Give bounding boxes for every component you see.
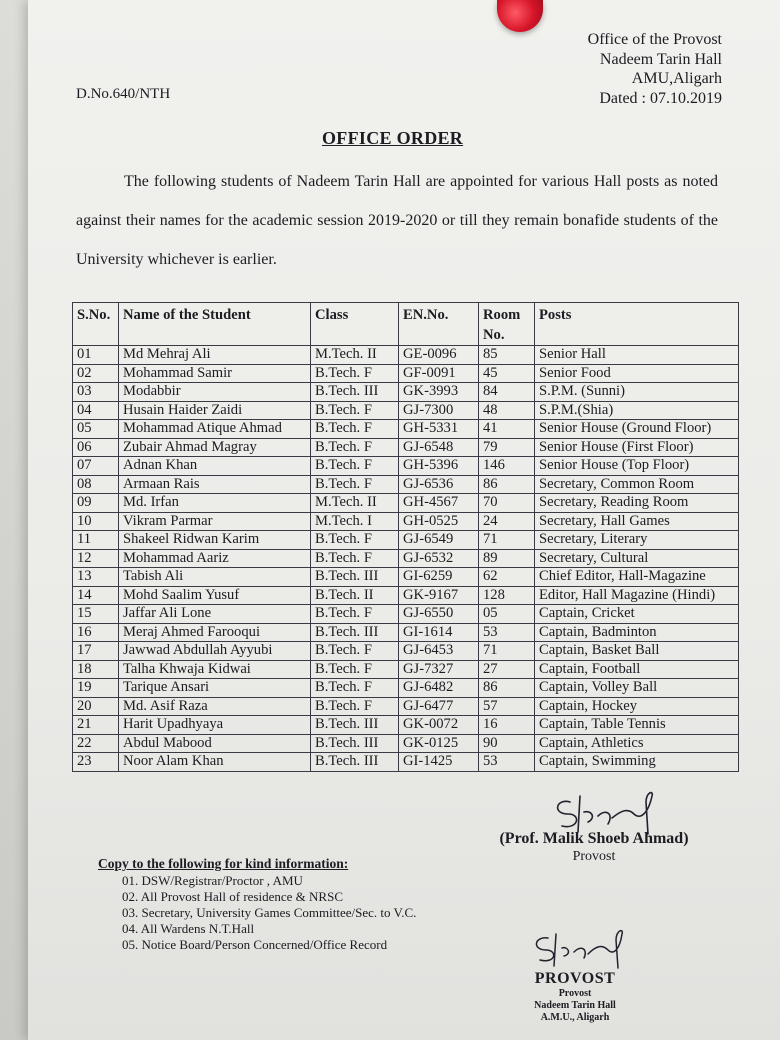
- cell-post: Captain, Basket Ball: [535, 642, 739, 661]
- cell-enrolment: GJ-6532: [399, 549, 479, 568]
- cell-name: Vikram Parmar: [119, 512, 311, 531]
- cell-enrolment: GE-0096: [399, 346, 479, 365]
- cell-sno: 19: [73, 679, 119, 698]
- document-number: D.No.640/NTH: [76, 86, 171, 102]
- cell-name: Zubair Ahmad Magray: [119, 438, 311, 457]
- cell-name: Md Mehraj Ali: [119, 346, 311, 365]
- cell-sno: 02: [73, 364, 119, 383]
- table-row: [73, 438, 739, 457]
- table-row: [73, 346, 739, 365]
- cell-sno: 10: [73, 512, 119, 531]
- cell-room: 53: [479, 623, 535, 642]
- cell-enrolment: GF-0091: [399, 364, 479, 383]
- cell-post: Captain, Athletics: [535, 734, 739, 753]
- cell-class: B.Tech. F: [311, 475, 399, 494]
- table-row: [73, 420, 739, 439]
- cell-enrolment: GH-4567: [399, 494, 479, 513]
- cell-name: Noor Alam Khan: [119, 753, 311, 772]
- table-row: [73, 494, 739, 513]
- cell-enrolment: GH-5396: [399, 457, 479, 476]
- cell-class: B.Tech. III: [311, 568, 399, 587]
- cell-post: Senior House (First Floor): [535, 438, 739, 457]
- cell-enrolment: GK-3993: [399, 383, 479, 402]
- cell-enrolment: GK-0072: [399, 716, 479, 735]
- cell-class: B.Tech. F: [311, 679, 399, 698]
- cell-sno: 18: [73, 660, 119, 679]
- cell-post: Captain, Table Tennis: [535, 716, 739, 735]
- table-row: [73, 475, 739, 494]
- cell-room: 57: [479, 697, 535, 716]
- cell-class: B.Tech. III: [311, 734, 399, 753]
- cell-name: Abdul Mabood: [119, 734, 311, 753]
- cell-sno: 15: [73, 605, 119, 624]
- cell-class: B.Tech. III: [311, 716, 399, 735]
- cell-sno: 08: [73, 475, 119, 494]
- table-row: [73, 549, 739, 568]
- cell-name: Shakeel Ridwan Karim: [119, 531, 311, 550]
- cell-room: 48: [479, 401, 535, 420]
- cell-class: M.Tech. I: [311, 512, 399, 531]
- cell-class: B.Tech. III: [311, 383, 399, 402]
- cell-name: Modabbir: [119, 383, 311, 402]
- cell-name: Talha Khwaja Kidwai: [119, 660, 311, 679]
- cell-post: Chief Editor, Hall-Magazine: [535, 568, 739, 587]
- cell-name: Husain Haider Zaidi: [119, 401, 311, 420]
- table-row: [73, 697, 739, 716]
- cell-room: 86: [479, 475, 535, 494]
- header-posts: Posts: [535, 303, 739, 346]
- cell-room: 62: [479, 568, 535, 587]
- table-row: [73, 531, 739, 550]
- cell-enrolment: GJ-6550: [399, 605, 479, 624]
- cell-sno: 17: [73, 642, 119, 661]
- cell-post: Secretary, Reading Room: [535, 494, 739, 513]
- cell-sno: 13: [73, 568, 119, 587]
- cell-enrolment: GJ-6548: [399, 438, 479, 457]
- cell-sno: 22: [73, 734, 119, 753]
- copy-to-heading: Copy to the following for kind information:: [98, 856, 349, 871]
- cell-post: Secretary, Common Room: [535, 475, 739, 494]
- cell-room: 45: [479, 364, 535, 383]
- header-enrolment: EN.No.: [399, 303, 479, 346]
- cell-sno: 06: [73, 438, 119, 457]
- stamp-signature: [528, 928, 628, 972]
- header-room: Room No.: [479, 303, 535, 346]
- cell-enrolment: GJ-7327: [399, 660, 479, 679]
- cell-post: Editor, Hall Magazine (Hindi): [535, 586, 739, 605]
- appointments-table: [72, 302, 739, 772]
- cell-sno: 11: [73, 531, 119, 550]
- cell-class: M.Tech. II: [311, 346, 399, 365]
- table-row: [73, 623, 739, 642]
- cell-post: Senior House (Top Floor): [535, 457, 739, 476]
- cell-class: B.Tech. F: [311, 420, 399, 439]
- cell-room: 71: [479, 531, 535, 550]
- cell-enrolment: GI-1614: [399, 623, 479, 642]
- cell-post: Captain, Hockey: [535, 697, 739, 716]
- cell-name: Tabish Ali: [119, 568, 311, 587]
- cell-post: S.P.M. (Sunni): [535, 383, 739, 402]
- page-title: OFFICE ORDER: [322, 128, 464, 148]
- cell-enrolment: GJ-6549: [399, 531, 479, 550]
- cell-name: Jawwad Abdullah Ayyubi: [119, 642, 311, 661]
- table-row: [73, 642, 739, 661]
- cell-sno: 20: [73, 697, 119, 716]
- cell-sno: 21: [73, 716, 119, 735]
- cell-room: 86: [479, 679, 535, 698]
- cell-name: Mohd Saalim Yusuf: [119, 586, 311, 605]
- cell-room: 24: [479, 512, 535, 531]
- cell-class: B.Tech. F: [311, 697, 399, 716]
- cell-room: 89: [479, 549, 535, 568]
- office-line-1: Office of the Provost: [587, 31, 722, 48]
- provost-stamp: [500, 970, 650, 1024]
- table-row: [73, 383, 739, 402]
- order-body-text: The following students of Nadeem Tarin Hall are appointed for various Hall posts as noted against their names for the academic session 2019-2020 or till they remain bonafide students of the University whichever is earlier.: [76, 173, 718, 268]
- table-row: [73, 734, 739, 753]
- signatory-block: [474, 830, 714, 865]
- cell-sno: 05: [73, 420, 119, 439]
- cell-enrolment: GH-0525: [399, 512, 479, 531]
- cell-name: Mohammad Atique Ahmad: [119, 420, 311, 439]
- cell-class: B.Tech. F: [311, 531, 399, 550]
- table-row: [73, 716, 739, 735]
- cell-name: Md. Irfan: [119, 494, 311, 513]
- cell-class: B.Tech. F: [311, 438, 399, 457]
- cell-post: Senior House (Ground Floor): [535, 420, 739, 439]
- cell-room: 27: [479, 660, 535, 679]
- cell-room: 71: [479, 642, 535, 661]
- cell-post: Captain, Badminton: [535, 623, 739, 642]
- cell-post: Secretary, Literary: [535, 531, 739, 550]
- cell-room: 70: [479, 494, 535, 513]
- cell-sno: 16: [73, 623, 119, 642]
- cell-enrolment: GK-0125: [399, 734, 479, 753]
- office-line-3: AMU,Aligarh: [631, 70, 722, 87]
- cell-class: B.Tech. F: [311, 401, 399, 420]
- cell-sno: 23: [73, 753, 119, 772]
- cell-name: Adnan Khan: [119, 457, 311, 476]
- cell-class: M.Tech. II: [311, 494, 399, 513]
- cell-post: Secretary, Hall Games: [535, 512, 739, 531]
- cell-post: Captain, Cricket: [535, 605, 739, 624]
- cell-enrolment: GI-6259: [399, 568, 479, 587]
- table-row: [73, 605, 739, 624]
- cell-enrolment: GI-1425: [399, 753, 479, 772]
- cell-sno: 12: [73, 549, 119, 568]
- cell-post: Captain, Football: [535, 660, 739, 679]
- table-row: [73, 679, 739, 698]
- copy-to-section: [98, 856, 416, 953]
- cell-sno: 14: [73, 586, 119, 605]
- cell-room: 146: [479, 457, 535, 476]
- cell-sno: 07: [73, 457, 119, 476]
- cell-room: 128: [479, 586, 535, 605]
- cell-post: Secretary, Cultural: [535, 549, 739, 568]
- cell-room: 53: [479, 753, 535, 772]
- cell-name: Mohammad Samir: [119, 364, 311, 383]
- copy-to-item: 03. Secretary, University Games Committee/Sec. to V.C.: [122, 905, 417, 920]
- table-row: [73, 660, 739, 679]
- cell-class: B.Tech. F: [311, 364, 399, 383]
- cell-class: B.Tech. F: [311, 605, 399, 624]
- cell-post: S.P.M.(Shia): [535, 401, 739, 420]
- copy-to-item: 02. All Provost Hall of residence & NRSC: [122, 889, 343, 904]
- cell-class: B.Tech. F: [311, 457, 399, 476]
- cell-sno: 04: [73, 401, 119, 420]
- cell-enrolment: GJ-6477: [399, 697, 479, 716]
- cell-post: Senior Hall: [535, 346, 739, 365]
- cell-room: 84: [479, 383, 535, 402]
- header-name: Name of the Student: [119, 303, 311, 346]
- cell-enrolment: GJ-7300: [399, 401, 479, 420]
- cell-post: Captain, Volley Ball: [535, 679, 739, 698]
- table-row: [73, 401, 739, 420]
- cell-class: B.Tech. F: [311, 549, 399, 568]
- cell-name: Mohammad Aariz: [119, 549, 311, 568]
- table-row: [73, 457, 739, 476]
- copy-to-item: 01. DSW/Registrar/Proctor , AMU: [122, 873, 303, 888]
- cell-name: Harit Upadhyaya: [119, 716, 311, 735]
- cell-room: 85: [479, 346, 535, 365]
- cell-post: Senior Food: [535, 364, 739, 383]
- cell-name: Tarique Ansari: [119, 679, 311, 698]
- signatory-designation: Provost: [572, 849, 616, 864]
- table-row: [73, 364, 739, 383]
- header-sno: S.No.: [73, 303, 119, 346]
- cell-name: Armaan Rais: [119, 475, 311, 494]
- cell-room: 16: [479, 716, 535, 735]
- stamp-title: PROVOST: [534, 970, 616, 987]
- cell-class: B.Tech. III: [311, 753, 399, 772]
- table-row: [73, 512, 739, 531]
- cell-class: B.Tech. II: [311, 586, 399, 605]
- cell-name: Meraj Ahmed Farooqui: [119, 623, 311, 642]
- cell-room: 05: [479, 605, 535, 624]
- cell-enrolment: GJ-6482: [399, 679, 479, 698]
- cell-name: Md. Asif Raza: [119, 697, 311, 716]
- cell-room: 41: [479, 420, 535, 439]
- table-header-row: [73, 303, 739, 346]
- cell-class: B.Tech. F: [311, 642, 399, 661]
- stamp-line-1: Provost: [558, 988, 592, 999]
- copy-to-item: 05. Notice Board/Person Concerned/Office Record: [122, 937, 388, 952]
- cell-enrolment: GH-5331: [399, 420, 479, 439]
- stamp-line-2: Nadeem Tarin Hall: [534, 1000, 616, 1011]
- stamp-line-3: A.M.U., Aligarh: [540, 1012, 610, 1023]
- table-body: [73, 346, 739, 772]
- cell-name: Jaffar Ali Lone: [119, 605, 311, 624]
- cell-room: 90: [479, 734, 535, 753]
- cell-enrolment: GK-9167: [399, 586, 479, 605]
- copy-to-list: [98, 873, 416, 953]
- cell-class: B.Tech. III: [311, 623, 399, 642]
- table-row: [73, 753, 739, 772]
- cell-enrolment: GJ-6536: [399, 475, 479, 494]
- cell-class: B.Tech. F: [311, 660, 399, 679]
- office-line-2: Nadeem Tarin Hall: [599, 50, 722, 68]
- cell-room: 79: [479, 438, 535, 457]
- cell-enrolment: GJ-6453: [399, 642, 479, 661]
- signatory-name: (Prof. Malik Shoeb Ahmad): [499, 830, 689, 847]
- office-date: Dated : 07.10.2019: [599, 89, 722, 107]
- cell-post: Captain, Swimming: [535, 753, 739, 772]
- cell-sno: 09: [73, 494, 119, 513]
- copy-to-item: 04. All Wardens N.T.Hall: [122, 921, 255, 936]
- cell-sno: 01: [73, 346, 119, 365]
- office-address: [588, 30, 722, 108]
- cell-sno: 03: [73, 383, 119, 402]
- header-class: Class: [311, 303, 399, 346]
- table-row: [73, 568, 739, 587]
- table-row: [73, 586, 739, 605]
